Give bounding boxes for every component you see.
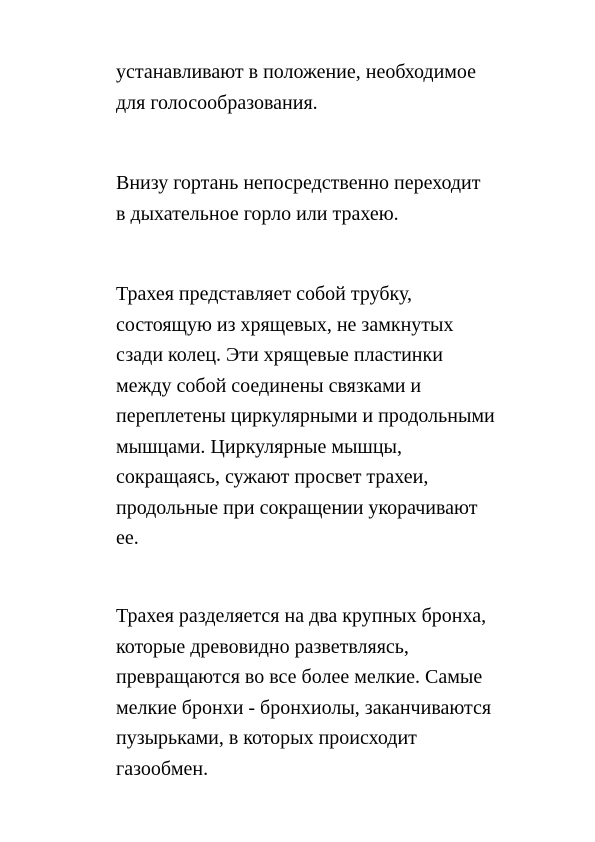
text-line: ее. [116,527,139,549]
text-line: Трахея разделяется на два крупных бронха, [116,605,487,627]
text-line: Трахея представляет собой трубку, [116,283,412,305]
text-line: продольные при сокращении укорачивают [116,496,478,519]
text-line: переплетены циркулярными и продольными [116,405,495,427]
text-line: сзади колец. Эти хрящевые пластинки [116,344,443,366]
text-line: состоящую из хрящевых, не замкнутых [116,313,454,336]
text-line: газообмен. [116,757,209,780]
text-line: мышцами. Циркулярные мышцы, [116,435,402,458]
text-line: превращаются во все более мелкие. Самые [116,666,483,688]
text-line: Внизу гортань непосредственно переходит [116,172,481,194]
text-line: устанавливают в положение, необходимое [116,61,477,83]
paragraph-larynx-transition [116,168,481,229]
text-line: мелкие бронхи - бронхиолы, заканчиваются [116,696,492,719]
text-line: сокращаясь, сужают просвет трахеи, [116,466,429,488]
paragraph-voice-formation [116,57,476,118]
text-line: между собой соединены связками и [116,374,422,397]
text-line: пузырьками, в которых происходит [116,727,417,749]
paragraph-trachea-structure [116,279,495,554]
paragraph-bronchi-division [116,601,491,784]
text-line: которые древовидно разветвляясь, [116,635,409,658]
text-line: в дыхательное горло или трахею. [116,202,399,225]
text-line: для голосообразования. [116,91,318,114]
